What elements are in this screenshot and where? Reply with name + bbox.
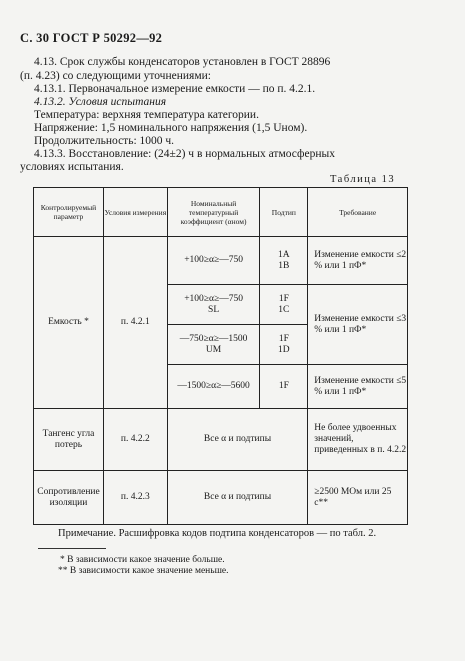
para-temperature: Температура: верхняя температура категории. — [34, 109, 259, 121]
para-4-13-line1: 4.13. Срок службы конденсаторов установлен в ГОСТ 28896 — [34, 56, 331, 68]
cell-insulation-req: ≥2500 МОм или 25 с** — [308, 471, 408, 525]
footnote-2: ** В зависимости какое значение меньше. — [58, 566, 229, 576]
header-temp-coef: Номинальный температурный коэффициент (αном) — [167, 188, 260, 237]
cell-insulation-param: Сопротивление изоляции — [34, 471, 104, 525]
cell-requirement: Изменение емкости ≤3 % или 1 пФ* — [308, 285, 408, 365]
page-header: С. 30 ГОСТ Р 50292—92 — [20, 31, 163, 45]
cell-tangent-req: Не более удвоенных значений, приведенных в п. 4.2.2 — [308, 409, 408, 471]
table-row — [34, 237, 408, 285]
cell-tc: +100≥α≥—750 SL — [167, 285, 260, 325]
para-4-13-line2: (п. 4.23) со следующими уточнениями: — [20, 70, 211, 82]
footnote-divider — [38, 548, 106, 549]
table-row — [34, 409, 408, 471]
para-4-13-2: 4.13.2. Условия испытания — [34, 96, 167, 108]
para-duration: Продолжительность: 1000 ч. — [34, 135, 175, 147]
para-4-13-3-line2: условиях испытания. — [20, 161, 124, 173]
cell-requirement: Изменение емкости ≤5 % или 1 пФ* — [308, 365, 408, 409]
footnote-1: * В зависимости какое значение больше. — [60, 555, 225, 565]
cell-capacitance-cond: п. 4.2.1 — [103, 237, 167, 409]
cell-insulation-cond: п. 4.2.3 — [103, 471, 167, 525]
requirements-table — [33, 187, 408, 525]
para-4-13-1: 4.13.1. Первоначальное измерение емкости — по п. 4.2.1. — [34, 83, 316, 95]
table-header-row — [34, 188, 408, 237]
table-note: Примечание. Расшифровка кодов подтипа конденсаторов — по табл. 2. — [58, 528, 377, 539]
cell-tc: —1500≥α≥—5600 — [167, 365, 260, 409]
cell-tc: +100≥α≥—750 — [167, 237, 260, 285]
header-requirement: Требование — [308, 188, 408, 237]
cell-requirement: Изменение емкости ≤2 % или 1 пФ* — [308, 237, 408, 285]
cell-subtype: 1F 1D — [260, 325, 308, 365]
cell-subtype: 1F — [260, 365, 308, 409]
cell-subtype: 1F 1С — [260, 285, 308, 325]
table-row — [34, 471, 408, 525]
cell-tc: —750≥α≥—1500 UM — [167, 325, 260, 365]
para-4-13-3-line1: 4.13.3. Восстановление: (24±2) ч в нормальных атмосферных — [34, 148, 335, 160]
cell-insulation-tc: Все α и подтипы — [167, 471, 308, 525]
cell-tangent-cond: п. 4.2.2 — [103, 409, 167, 471]
cell-capacitance-param: Емкость * — [34, 237, 104, 409]
cell-subtype: 1А 1В — [260, 237, 308, 285]
para-voltage: Напряжение: 1,5 номинального напряжения (1,5 Uном). — [34, 122, 308, 134]
header-conditions: Условия измерения — [103, 188, 167, 237]
header-subtype: Подтип — [260, 188, 308, 237]
cell-tangent-tc: Все α и подтипы — [167, 409, 308, 471]
cell-tangent-param: Тангенс угла потерь — [34, 409, 104, 471]
header-param: Контролируемый параметр — [34, 188, 104, 237]
table-caption: Таблица 13 — [330, 174, 396, 185]
